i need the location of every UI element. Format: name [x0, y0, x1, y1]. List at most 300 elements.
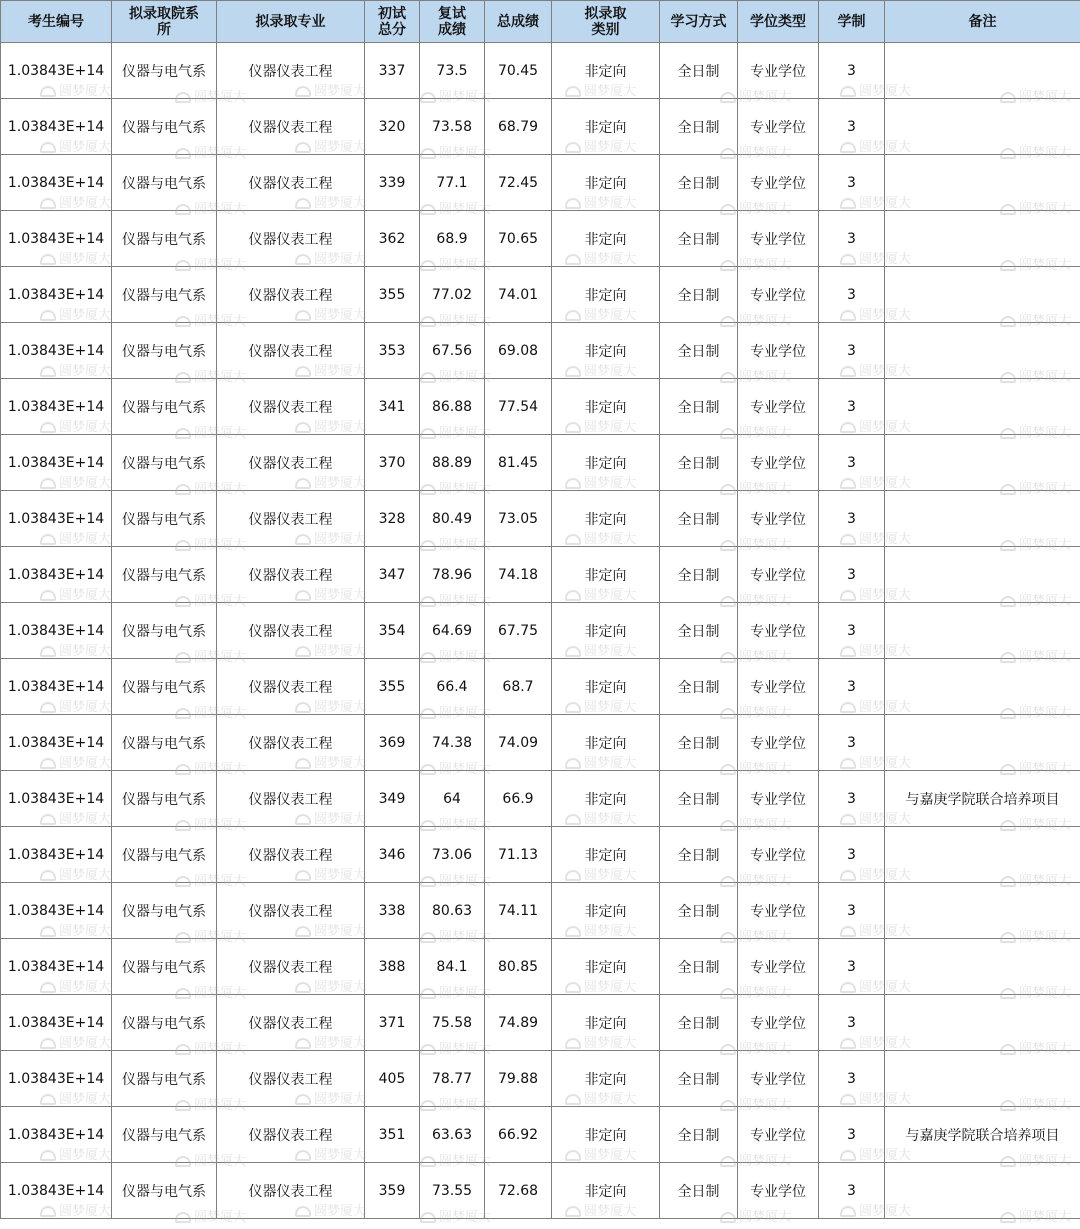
watermark-text: 圆梦厦大: [314, 476, 367, 491]
watermark-text: 圆梦厦大: [584, 532, 637, 547]
watermark-text: 圆梦厦大: [59, 1204, 112, 1219]
cell-remarks: [885, 43, 1080, 99]
watermark-text: 圆梦厦大: [194, 874, 247, 889]
cell-admission-category: 非定向: [552, 435, 660, 491]
cell-duration: 3: [819, 99, 885, 155]
cell-department: 仪器与电气系: [112, 379, 217, 435]
cell-admission-category: 非定向: [552, 603, 660, 659]
cell-duration: 3: [819, 43, 885, 99]
cell-total-score: 70.45: [485, 43, 552, 99]
cell-total-score: 68.79: [485, 99, 552, 155]
cell-department: 仪器与电气系: [112, 603, 217, 659]
table-row: [1, 659, 1080, 715]
cell-degree-type: 专业学位: [738, 771, 819, 827]
watermark-text: 圆梦厦大: [1019, 426, 1072, 441]
cell-major: 仪器仪表工程: [217, 435, 365, 491]
watermark-text: 圆梦厦大: [314, 588, 367, 603]
cell-retest-score: 80.49: [420, 491, 485, 547]
cell-study-mode: 全日制: [660, 1107, 738, 1163]
watermark-text: 圆梦厦大: [439, 1210, 492, 1225]
cell-department: 仪器与电气系: [112, 1163, 217, 1219]
cell-total-score: 74.18: [485, 547, 552, 603]
cell-total-score: 74.11: [485, 883, 552, 939]
watermark-text: 圆梦厦大: [1019, 706, 1072, 721]
watermark-text: 圆梦厦大: [584, 756, 637, 771]
watermark-text: 圆梦厦大: [194, 1042, 247, 1057]
cell-prelim-score: 370: [365, 435, 420, 491]
cell-major: 仪器仪表工程: [217, 323, 365, 379]
cell-retest-score: 64.69: [420, 603, 485, 659]
cell-retest-score: 86.88: [420, 379, 485, 435]
watermark-text: 圆梦厦大: [194, 1210, 247, 1225]
watermark-text: 圆梦厦大: [1019, 90, 1072, 105]
watermark-text: 圆梦厦大: [859, 588, 912, 603]
cell-study-mode: 全日制: [660, 379, 738, 435]
watermark-text: 圆梦厦大: [194, 370, 247, 385]
table-row: [1, 883, 1080, 939]
watermark-text: 圆梦厦大: [439, 202, 492, 217]
cell-total-score: 66.9: [485, 771, 552, 827]
cell-retest-score: 78.96: [420, 547, 485, 603]
watermark-text: 圆梦厦大: [584, 644, 637, 659]
cell-degree-type: 专业学位: [738, 491, 819, 547]
cell-degree-type: 专业学位: [738, 1051, 819, 1107]
cell-degree-type: 专业学位: [738, 99, 819, 155]
cell-study-mode: 全日制: [660, 435, 738, 491]
watermark-text: 圆梦厦大: [1019, 202, 1072, 217]
cell-prelim-score: 320: [365, 99, 420, 155]
cell-total-score: 68.7: [485, 659, 552, 715]
table-row: [1, 435, 1080, 491]
watermark-text: 圆梦厦大: [439, 1042, 492, 1057]
cell-retest-score: 80.63: [420, 883, 485, 939]
cell-degree-type: 专业学位: [738, 603, 819, 659]
cell-prelim-score: 349: [365, 771, 420, 827]
watermark-text: 圆梦厦大: [1019, 258, 1072, 273]
watermark-text: 圆梦厦大: [314, 812, 367, 827]
cell-remarks: [885, 827, 1080, 883]
cell-prelim-score: 351: [365, 1107, 420, 1163]
watermark-text: 圆梦厦大: [859, 532, 912, 547]
watermark-text: 圆梦厦大: [584, 140, 637, 155]
cell-department: 仪器与电气系: [112, 715, 217, 771]
cell-department: 仪器与电气系: [112, 659, 217, 715]
cell-candidate-id: 1.03843E+14: [1, 659, 112, 715]
cell-remarks: [885, 491, 1080, 547]
cell-degree-type: 专业学位: [738, 715, 819, 771]
watermark-text: 圆梦厦大: [314, 196, 367, 211]
cell-department: 仪器与电气系: [112, 43, 217, 99]
cell-candidate-id: 1.03843E+14: [1, 43, 112, 99]
cell-remarks: 与嘉庚学院联合培养项目: [885, 771, 1080, 827]
header-total-score: 总成绩: [485, 1, 552, 43]
cell-degree-type: 专业学位: [738, 883, 819, 939]
table-row: [1, 323, 1080, 379]
cell-major: 仪器仪表工程: [217, 155, 365, 211]
watermark-text: 圆梦厦大: [59, 1092, 112, 1107]
cell-admission-category: 非定向: [552, 1107, 660, 1163]
cell-department: 仪器与电气系: [112, 547, 217, 603]
cell-total-score: 71.13: [485, 827, 552, 883]
table-row: [1, 771, 1080, 827]
cell-candidate-id: 1.03843E+14: [1, 267, 112, 323]
watermark-text: 圆梦厦大: [194, 426, 247, 441]
watermark-text: 圆梦厦大: [439, 90, 492, 105]
watermark-text: 圆梦厦大: [439, 650, 492, 665]
cell-retest-score: 77.1: [420, 155, 485, 211]
cell-retest-score: 73.55: [420, 1163, 485, 1219]
cell-major: 仪器仪表工程: [217, 883, 365, 939]
cell-admission-category: 非定向: [552, 211, 660, 267]
cell-major: 仪器仪表工程: [217, 99, 365, 155]
watermark-text: 圆梦厦大: [194, 538, 247, 553]
cell-candidate-id: 1.03843E+14: [1, 211, 112, 267]
watermark-text: 圆梦厦大: [739, 202, 792, 217]
cell-total-score: 74.09: [485, 715, 552, 771]
cell-prelim-score: 353: [365, 323, 420, 379]
cell-prelim-score: 337: [365, 43, 420, 99]
watermark-text: 圆梦厦大: [739, 874, 792, 889]
cell-total-score: 81.45: [485, 435, 552, 491]
cell-study-mode: 全日制: [660, 155, 738, 211]
watermark-text: 圆梦厦大: [739, 370, 792, 385]
cell-admission-category: 非定向: [552, 43, 660, 99]
cell-retest-score: 73.58: [420, 99, 485, 155]
watermark-text: 圆梦厦大: [59, 588, 112, 603]
cell-department: 仪器与电气系: [112, 1051, 217, 1107]
watermark-text: 圆梦厦大: [859, 1036, 912, 1051]
watermark-text: 圆梦厦大: [314, 364, 367, 379]
cell-admission-category: 非定向: [552, 827, 660, 883]
watermark-text: 圆梦厦大: [59, 84, 112, 99]
watermark-text: 圆梦厦大: [859, 924, 912, 939]
cell-study-mode: 全日制: [660, 939, 738, 995]
watermark-text: 圆梦厦大: [859, 644, 912, 659]
watermark-text: 圆梦厦大: [584, 1092, 637, 1107]
cell-admission-category: 非定向: [552, 379, 660, 435]
watermark-text: 圆梦厦大: [739, 426, 792, 441]
cell-duration: 3: [819, 323, 885, 379]
header-row: [1, 1, 1080, 43]
cell-candidate-id: 1.03843E+14: [1, 603, 112, 659]
cell-study-mode: 全日制: [660, 715, 738, 771]
table-row: [1, 715, 1080, 771]
cell-duration: 3: [819, 211, 885, 267]
watermark-text: 圆梦厦大: [1019, 482, 1072, 497]
cell-study-mode: 全日制: [660, 1051, 738, 1107]
watermark-text: 圆梦厦大: [584, 364, 637, 379]
watermark-text: 圆梦厦大: [194, 482, 247, 497]
watermark-text: 圆梦厦大: [1019, 538, 1072, 553]
watermark-text: 圆梦厦大: [59, 252, 112, 267]
cell-study-mode: 全日制: [660, 267, 738, 323]
watermark-text: 圆梦厦大: [1019, 370, 1072, 385]
watermark-text: 圆梦厦大: [859, 868, 912, 883]
cell-remarks: [885, 379, 1080, 435]
table-row: [1, 491, 1080, 547]
cell-total-score: 72.68: [485, 1163, 552, 1219]
watermark-text: 圆梦厦大: [439, 370, 492, 385]
watermark-text: 圆梦厦大: [1019, 1210, 1072, 1225]
cell-candidate-id: 1.03843E+14: [1, 435, 112, 491]
cell-retest-score: 67.56: [420, 323, 485, 379]
cell-remarks: [885, 323, 1080, 379]
watermark-text: 圆梦厦大: [439, 930, 492, 945]
cell-candidate-id: 1.03843E+14: [1, 323, 112, 379]
watermark-text: 圆梦厦大: [314, 756, 367, 771]
watermark-text: 圆梦厦大: [314, 980, 367, 995]
cell-total-score: 74.01: [485, 267, 552, 323]
cell-total-score: 70.65: [485, 211, 552, 267]
watermark-text: 圆梦厦大: [1019, 594, 1072, 609]
watermark-text: 圆梦厦大: [1019, 1042, 1072, 1057]
cell-retest-score: 74.38: [420, 715, 485, 771]
cell-remarks: [885, 99, 1080, 155]
cell-total-score: 77.54: [485, 379, 552, 435]
cell-duration: 3: [819, 1051, 885, 1107]
cell-retest-score: 84.1: [420, 939, 485, 995]
watermark-text: 圆梦厦大: [439, 594, 492, 609]
watermark-text: 圆梦厦大: [584, 1204, 637, 1219]
table-row: [1, 43, 1080, 99]
watermark-text: 圆梦厦大: [739, 930, 792, 945]
watermark-text: 圆梦厦大: [1019, 818, 1072, 833]
watermark-text: 圆梦厦大: [859, 980, 912, 995]
table-row: [1, 939, 1080, 995]
cell-admission-category: 非定向: [552, 491, 660, 547]
cell-admission-category: 非定向: [552, 659, 660, 715]
header-degree-type: 学位类型: [738, 1, 819, 43]
watermark-text: 圆梦厦大: [584, 196, 637, 211]
watermark-text: 圆梦厦大: [59, 700, 112, 715]
cell-remarks: [885, 715, 1080, 771]
watermark-text: 圆梦厦大: [739, 650, 792, 665]
cell-admission-category: 非定向: [552, 715, 660, 771]
cell-candidate-id: 1.03843E+14: [1, 379, 112, 435]
cell-total-score: 67.75: [485, 603, 552, 659]
watermark-text: 圆梦厦大: [194, 762, 247, 777]
cell-retest-score: 64: [420, 771, 485, 827]
watermark-text: 圆梦厦大: [584, 700, 637, 715]
watermark-text: 圆梦厦大: [739, 706, 792, 721]
cell-retest-score: 75.58: [420, 995, 485, 1051]
cell-prelim-score: 388: [365, 939, 420, 995]
cell-major: 仪器仪表工程: [217, 1107, 365, 1163]
cell-department: 仪器与电气系: [112, 771, 217, 827]
watermark-text: 圆梦厦大: [739, 90, 792, 105]
watermark-text: 圆梦厦大: [194, 202, 247, 217]
watermark-text: 圆梦厦大: [194, 706, 247, 721]
watermark-text: 圆梦厦大: [59, 140, 112, 155]
cell-duration: 3: [819, 491, 885, 547]
watermark-text: 圆梦厦大: [439, 706, 492, 721]
cell-admission-category: 非定向: [552, 99, 660, 155]
cell-admission-category: 非定向: [552, 771, 660, 827]
watermark-text: 圆梦厦大: [59, 1036, 112, 1051]
cell-duration: 3: [819, 435, 885, 491]
cell-duration: 3: [819, 155, 885, 211]
cell-major: 仪器仪表工程: [217, 491, 365, 547]
watermark-text: 圆梦厦大: [314, 644, 367, 659]
cell-study-mode: 全日制: [660, 1163, 738, 1219]
cell-degree-type: 专业学位: [738, 939, 819, 995]
cell-degree-type: 专业学位: [738, 435, 819, 491]
cell-major: 仪器仪表工程: [217, 379, 365, 435]
cell-candidate-id: 1.03843E+14: [1, 547, 112, 603]
header-department: 拟录取院系 所: [112, 1, 217, 43]
cell-candidate-id: 1.03843E+14: [1, 715, 112, 771]
cell-total-score: 73.05: [485, 491, 552, 547]
watermark-text: 圆梦厦大: [584, 84, 637, 99]
watermark-text: 圆梦厦大: [584, 812, 637, 827]
cell-department: 仪器与电气系: [112, 827, 217, 883]
cell-degree-type: 专业学位: [738, 267, 819, 323]
watermark-text: 圆梦厦大: [859, 364, 912, 379]
cell-retest-score: 77.02: [420, 267, 485, 323]
cell-degree-type: 专业学位: [738, 547, 819, 603]
watermark-text: 圆梦厦大: [859, 140, 912, 155]
watermark-text: 圆梦厦大: [739, 1098, 792, 1113]
cell-duration: 3: [819, 883, 885, 939]
cell-duration: 3: [819, 267, 885, 323]
cell-study-mode: 全日制: [660, 995, 738, 1051]
cell-degree-type: 专业学位: [738, 211, 819, 267]
cell-prelim-score: 362: [365, 211, 420, 267]
cell-candidate-id: 1.03843E+14: [1, 155, 112, 211]
watermark-text: 圆梦厦大: [194, 650, 247, 665]
watermark-text: 圆梦厦大: [584, 252, 637, 267]
cell-department: 仪器与电气系: [112, 155, 217, 211]
cell-duration: 3: [819, 1107, 885, 1163]
watermark-text: 圆梦厦大: [584, 868, 637, 883]
cell-prelim-score: 347: [365, 547, 420, 603]
watermark-text: 圆梦厦大: [859, 476, 912, 491]
cell-prelim-score: 354: [365, 603, 420, 659]
watermark-text: 圆梦厦大: [859, 420, 912, 435]
watermark-text: 圆梦厦大: [59, 868, 112, 883]
watermark-text: 圆梦厦大: [194, 930, 247, 945]
cell-candidate-id: 1.03843E+14: [1, 827, 112, 883]
cell-degree-type: 专业学位: [738, 1107, 819, 1163]
watermark-text: 圆梦厦大: [314, 420, 367, 435]
watermark-text: 圆梦厦大: [439, 314, 492, 329]
watermark-text: 圆梦厦大: [1019, 314, 1072, 329]
watermark-text: 圆梦厦大: [194, 314, 247, 329]
cell-department: 仪器与电气系: [112, 99, 217, 155]
cell-prelim-score: 371: [365, 995, 420, 1051]
table-row: [1, 155, 1080, 211]
cell-major: 仪器仪表工程: [217, 939, 365, 995]
watermark-text: 圆梦厦大: [59, 364, 112, 379]
cell-degree-type: 专业学位: [738, 827, 819, 883]
watermark-text: 圆梦厦大: [584, 308, 637, 323]
cell-prelim-score: 355: [365, 659, 420, 715]
cell-total-score: 72.45: [485, 155, 552, 211]
header-candidate-id: 考生编号: [1, 1, 112, 43]
watermark-text: 圆梦厦大: [439, 1098, 492, 1113]
watermark-text: 圆梦厦大: [584, 980, 637, 995]
cell-admission-category: 非定向: [552, 267, 660, 323]
watermark-text: 圆梦厦大: [59, 980, 112, 995]
cell-remarks: [885, 1051, 1080, 1107]
watermark-text: 圆梦厦大: [859, 756, 912, 771]
cell-prelim-score: 328: [365, 491, 420, 547]
header-prelim-score: 初试 总分: [365, 1, 420, 43]
watermark-text: 圆梦厦大: [314, 1036, 367, 1051]
cell-duration: 3: [819, 547, 885, 603]
cell-retest-score: 73.5: [420, 43, 485, 99]
cell-prelim-score: 338: [365, 883, 420, 939]
cell-admission-category: 非定向: [552, 883, 660, 939]
watermark-text: 圆梦厦大: [439, 482, 492, 497]
cell-retest-score: 78.77: [420, 1051, 485, 1107]
watermark-text: 圆梦厦大: [194, 258, 247, 273]
cell-candidate-id: 1.03843E+14: [1, 1051, 112, 1107]
cell-study-mode: 全日制: [660, 211, 738, 267]
watermark-text: 圆梦厦大: [194, 90, 247, 105]
watermark-text: 圆梦厦大: [1019, 650, 1072, 665]
cell-prelim-score: 369: [365, 715, 420, 771]
cell-total-score: 79.88: [485, 1051, 552, 1107]
cell-study-mode: 全日制: [660, 323, 738, 379]
watermark-text: 圆梦厦大: [1019, 874, 1072, 889]
watermark-text: 圆梦厦大: [739, 1042, 792, 1057]
cell-major: 仪器仪表工程: [217, 43, 365, 99]
cell-prelim-score: 341: [365, 379, 420, 435]
watermark-text: 圆梦厦大: [859, 812, 912, 827]
cell-major: 仪器仪表工程: [217, 547, 365, 603]
watermark-text: 圆梦厦大: [584, 588, 637, 603]
table-row: [1, 211, 1080, 267]
cell-degree-type: 专业学位: [738, 1163, 819, 1219]
cell-department: 仪器与电气系: [112, 995, 217, 1051]
watermark-text: 圆梦厦大: [739, 818, 792, 833]
cell-candidate-id: 1.03843E+14: [1, 491, 112, 547]
watermark-text: 圆梦厦大: [1019, 146, 1072, 161]
watermark-text: 圆梦厦大: [59, 308, 112, 323]
watermark-text: 圆梦厦大: [439, 146, 492, 161]
watermark-text: 圆梦厦大: [314, 308, 367, 323]
cell-duration: 3: [819, 939, 885, 995]
watermark-text: 圆梦厦大: [314, 700, 367, 715]
cell-remarks: [885, 1163, 1080, 1219]
watermark-text: 圆梦厦大: [59, 420, 112, 435]
cell-candidate-id: 1.03843E+14: [1, 995, 112, 1051]
watermark-text: 圆梦厦大: [584, 1036, 637, 1051]
cell-department: 仪器与电气系: [112, 491, 217, 547]
cell-candidate-id: 1.03843E+14: [1, 883, 112, 939]
cell-candidate-id: 1.03843E+14: [1, 99, 112, 155]
watermark-text: 圆梦厦大: [194, 146, 247, 161]
watermark-text: 圆梦厦大: [59, 812, 112, 827]
cell-admission-category: 非定向: [552, 1051, 660, 1107]
watermark-text: 圆梦厦大: [194, 594, 247, 609]
cell-admission-category: 非定向: [552, 323, 660, 379]
watermark-text: 圆梦厦大: [59, 756, 112, 771]
cell-study-mode: 全日制: [660, 99, 738, 155]
watermark-text: 圆梦厦大: [859, 308, 912, 323]
cell-candidate-id: 1.03843E+14: [1, 1107, 112, 1163]
watermark-text: 圆梦厦大: [1019, 762, 1072, 777]
cell-prelim-score: 359: [365, 1163, 420, 1219]
cell-duration: 3: [819, 827, 885, 883]
table-row: [1, 1107, 1080, 1163]
cell-major: 仪器仪表工程: [217, 715, 365, 771]
cell-study-mode: 全日制: [660, 659, 738, 715]
cell-degree-type: 专业学位: [738, 659, 819, 715]
watermark-text: 圆梦厦大: [59, 644, 112, 659]
cell-duration: 3: [819, 1163, 885, 1219]
